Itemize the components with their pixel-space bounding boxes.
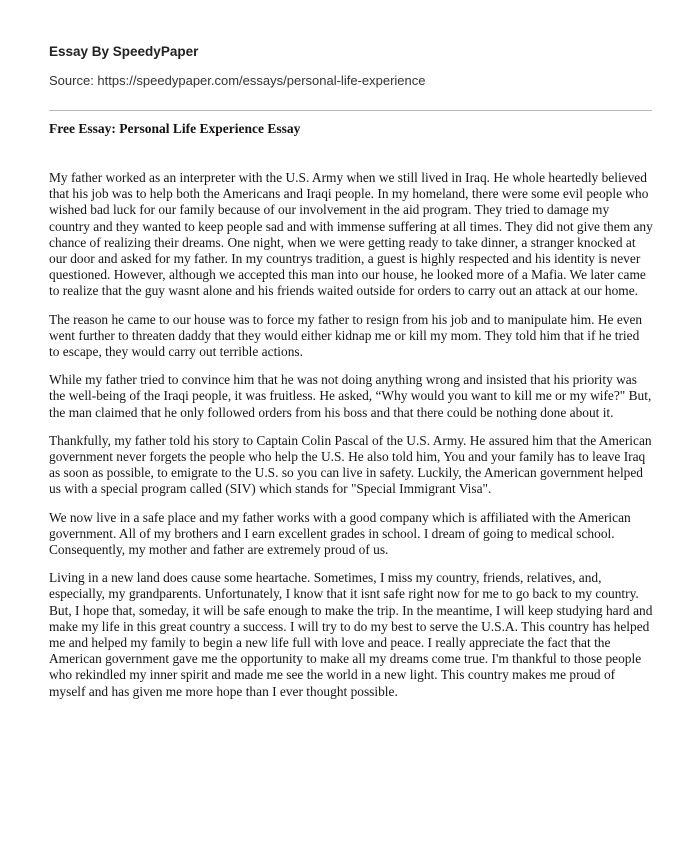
source-line: Source: https://speedypaper.com/essays/personal-life-experience — [49, 73, 426, 88]
essay-title: Free Essay: Personal Life Experience Essay — [49, 121, 301, 136]
document-header-title: Essay By SpeedyPaper — [49, 44, 199, 59]
essay-body — [49, 170, 653, 712]
essay-paragraph-2: The reason he came to our house was to force my father to resign from his job and to manipulate him. He even went further to threaten daddy that they would either kidnap me or kill my mom. They told him that if he tried to escape, they would carry out terrible actions. — [49, 311, 643, 360]
essay-paragraph-3: While my father tried to convince him that he was not doing anything wrong and insisted that his priority was the well-being of the Iraqi people, it was fruitless. He asked, “Why would you want to kill me or my wife?" But, the man claimed that he only followed orders from his boss and that there could be nothing done about it. — [49, 372, 652, 420]
essay-paragraph-4: Thankfully, my father told his story to Captain Colin Pascal of the U.S. Army. He assured him that the American government never forgets the people who help the U.S. He also told him, You and your family has to leave Iraq as soon as possible, to emigrate to the U.S. so you can live in safety. Luckily, the American government helped us with a special program called (SIV) which stands for "Special Immigrant Visa". — [49, 432, 652, 497]
essay-paragraph-1: My father worked as an interpreter with the U.S. Army when we still lived in Iraq. He whole heartedly believed that his job was to help both the Americans and Iraqi people. In my homeland, there were some evil people who wished bad luck for our family because of our involvement in the aid program. They tried to damage my country and they wanted to keep people sad and with immense suffering at all times. They did not give them any chance of realizing their dreams. One night, when we were getting ready to take dinner, a stranger knocked at our door and asked for my father. In my countrys tradition, a guest is highly respected and his identity is never questioned. However, although we accepted this man into our house, he looked more of a Mafia. We later came to realize that the guy wasnt alone and his friends waited outside for orders to carry out an attack at our home. — [49, 170, 653, 299]
essay-paragraph-5: We now live in a safe place and my father works with a good company which is affiliated with the American government. All of my brothers and I earn excellent grades in school. I dream of going to medical school. Consequently, my mother and father are extremely proud of us. — [49, 509, 631, 558]
header-divider — [49, 110, 652, 111]
essay-paragraph-6: Living in a new land does cause some heartache. Sometimes, I miss my country, friends, relatives, and, especially, my grandparents. Unfortunately, I know that it isnt safe right now for me to go back to my country. But, I hope that, someday, it will be safe enough to make the trip. In the meantime, I will keep studying hard and make my life in this great country a success. I will try to do my best to serve the U.S.A. This country has helped me and helped my family to begin a new life full with love and peace. I really appreciate the fact that the American government gave me the opportunity to make all my dreams come true. I'm thankful to those people who rekindled my inner spirit and made me see the world in a new light. This country makes me proud of myself and has given me more hope than I ever thought possible. — [49, 570, 653, 699]
